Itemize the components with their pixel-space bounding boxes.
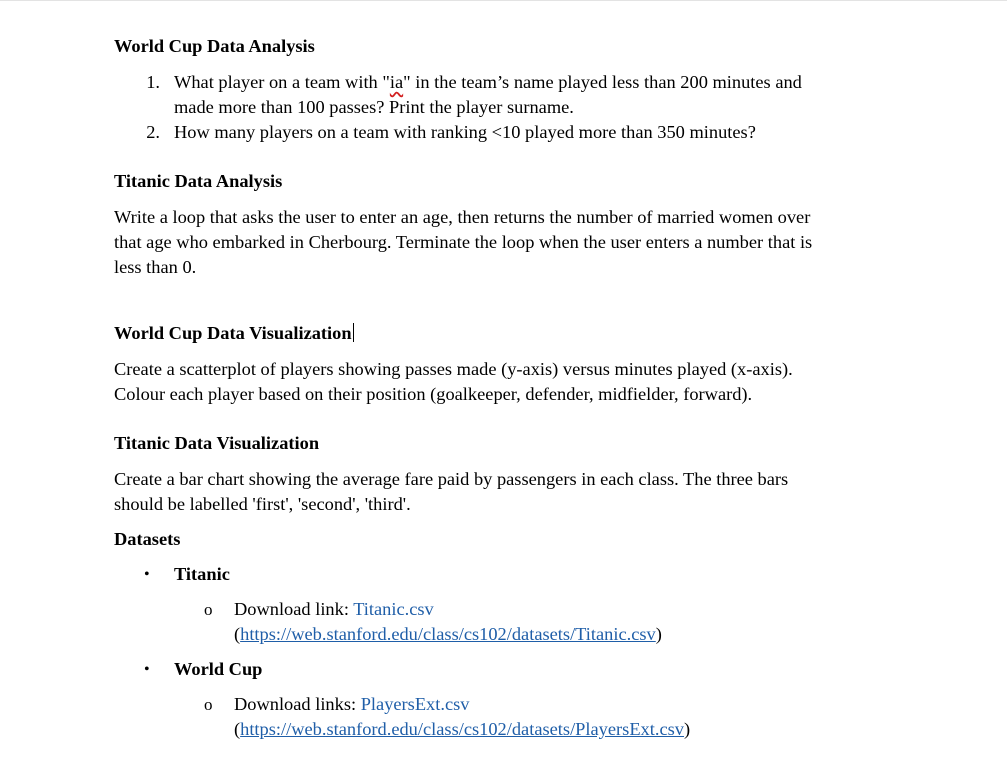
titanic-download-line (234, 597, 434, 622)
worldcup-download-label: Download links: (234, 694, 361, 714)
dataset-worldcup-name: World Cup (174, 659, 263, 679)
paren-close: ) (683, 719, 691, 739)
titanic-download-label: Download link: (234, 599, 354, 619)
titanic-analysis-line-2: that age who embarked in Cherbourg. Terminate the loop when the user enters a number that is (114, 232, 813, 252)
worldcup-url-link[interactable]: https://web.stanford.edu/class/cs102/datasets/PlayersExt.csv (240, 719, 684, 739)
heading-wc-viz-text: World Cup Data Visualization (114, 323, 352, 343)
text-cursor (353, 323, 354, 342)
question-1-line-2: made more than 100 passes? Print the player surname. (174, 97, 574, 117)
bullet-icon: • (144, 661, 150, 678)
list-number-1: 1. (146, 72, 160, 92)
page-top-border (0, 0, 1007, 1)
titanic-analysis-line-1: Write a loop that asks the user to enter an age, then returns the number of married women over (114, 207, 811, 227)
question-1-text-a: What player on a team with " (174, 72, 390, 92)
sub-bullet-icon: o (204, 695, 213, 714)
heading-datasets: Datasets (114, 529, 181, 549)
worldcup-download-line (234, 692, 469, 717)
dataset-titanic-name: Titanic (174, 564, 230, 584)
bullet-icon: • (144, 566, 150, 583)
worldcup-url-line (234, 717, 690, 742)
heading-titanic-analysis: Titanic Data Analysis (114, 171, 283, 191)
spellcheck-word[interactable]: ia (389, 72, 404, 92)
titanic-viz-line-1: Create a bar chart showing the average fare paid by passengers in each class. The three bars (114, 469, 789, 489)
wc-viz-line-1: Create a scatterplot of players showing passes made (y-axis) versus minutes played (x-axis). (114, 359, 793, 379)
worldcup-file-link[interactable]: PlayersExt.csv (360, 694, 470, 714)
question-1-line-1 (174, 70, 802, 95)
titanic-viz-line-2: should be labelled 'first', 'second', 'third'. (114, 494, 411, 514)
titanic-file-link[interactable]: Titanic.csv (353, 599, 434, 619)
list-number-2: 2. (146, 122, 160, 142)
paren-open: ( (234, 624, 241, 644)
sub-bullet-icon: o (204, 600, 213, 619)
titanic-url-link[interactable]: https://web.stanford.edu/class/cs102/datasets/Titanic.csv (240, 624, 656, 644)
question-2: How many players on a team with ranking <10 played more than 350 minutes? (174, 122, 756, 142)
paren-open: ( (234, 719, 241, 739)
heading-wc-viz (114, 321, 354, 346)
wc-viz-line-2: Colour each player based on their position (goalkeeper, defender, midfielder, forward). (114, 384, 753, 404)
paren-close: ) (655, 624, 662, 644)
titanic-url-line (234, 622, 662, 647)
question-1-text-b: " in the team’s name played less than 200 minutes and (403, 72, 802, 92)
heading-titanic-viz: Titanic Data Visualization (114, 433, 320, 453)
heading-wc-analysis: World Cup Data Analysis (114, 36, 315, 56)
titanic-analysis-line-3: less than 0. (114, 257, 197, 277)
